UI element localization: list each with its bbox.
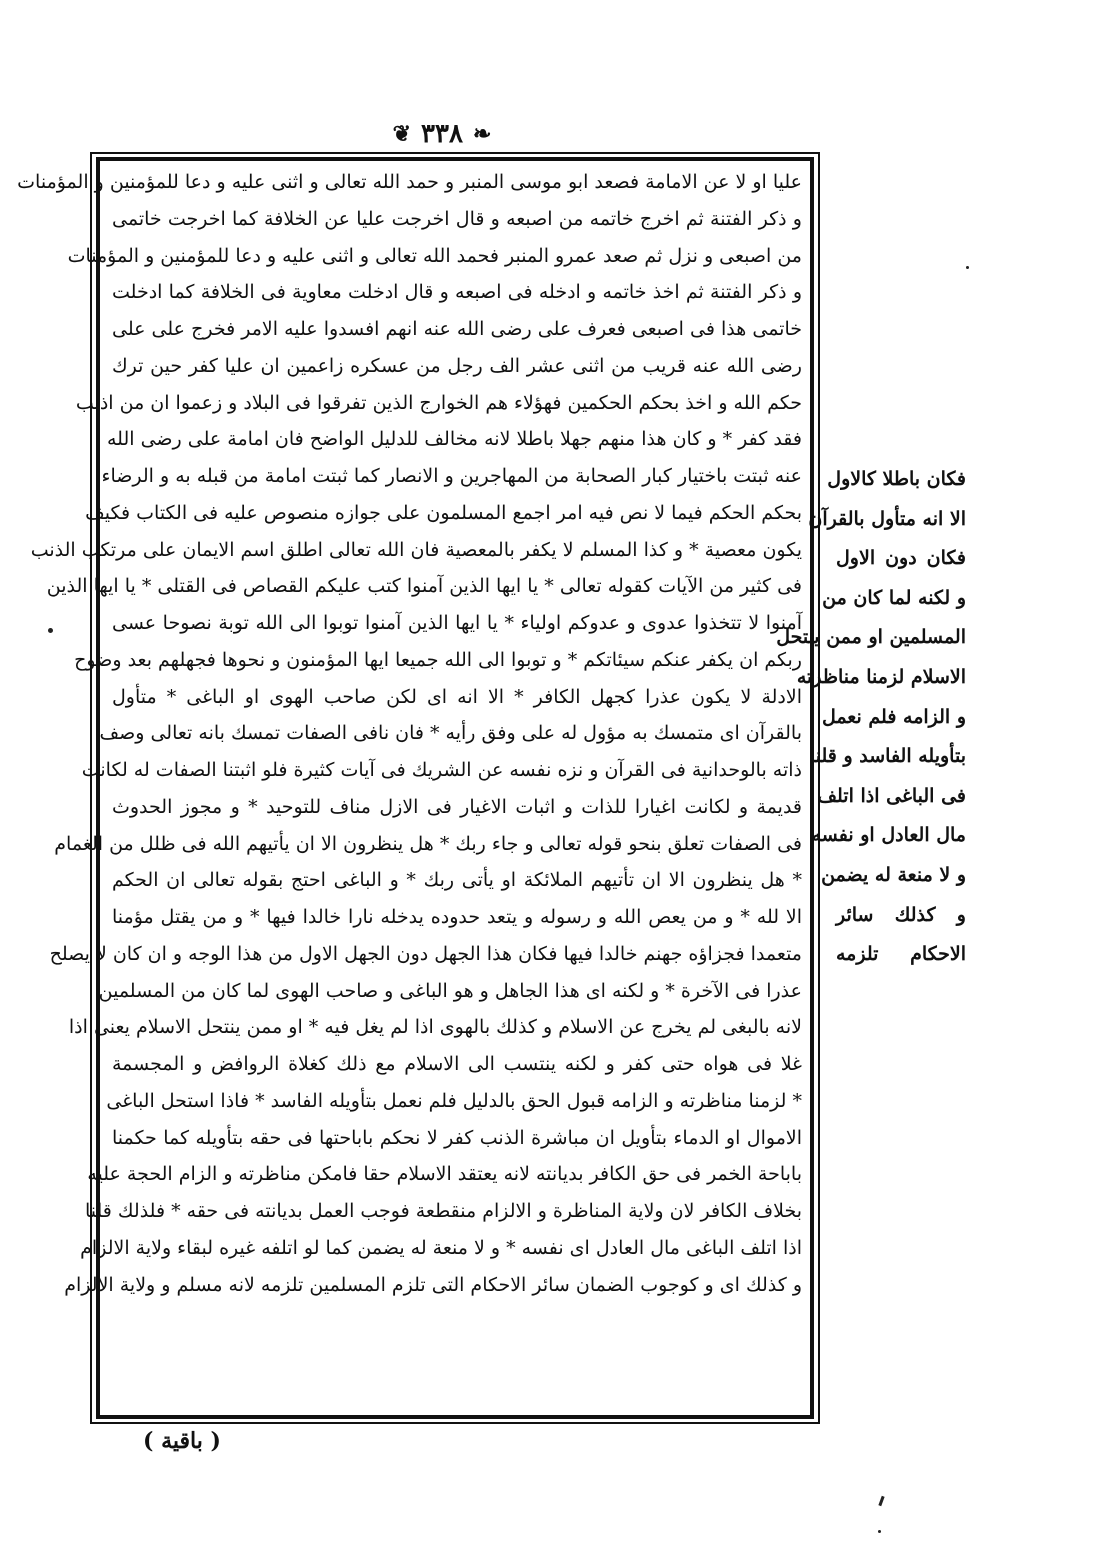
text-line: لانه بالبغى لم يخرج عن الاسلام و كذلك بالهوى اذا لم يغل فيه * او ممن ينتحل الاسلام يعنى اذا	[68, 1016, 802, 1039]
text-line: حكم الله و اخذ بحكم الحكمين فهؤلاء هم الخوارج الذين تفرقوا فى البلاد و زعموا ان من اذنب	[75, 391, 802, 414]
margin-note-line: و الزامه فلم نعمل	[821, 705, 966, 728]
margin-note-line: بتأويله الفاسد و قلنا	[809, 745, 966, 768]
catchword: ( باقية )	[143, 1428, 221, 1454]
text-line: الادلة لا يكون عذرا كجهل الكافر * الا انه اى لكن صاحب الهوى او الباغى * متأول	[112, 685, 802, 708]
margin-note-line: فى الباغى اذا اتلف	[817, 784, 966, 807]
page-number	[382, 116, 502, 152]
main-text-block	[17, 164, 802, 1414]
margin-note-line: و لكنه لما كان من	[822, 586, 966, 609]
margin-note-line: مال العادل او نفسه	[811, 824, 966, 847]
text-line: اذا اتلف الباغى مال العادل اى نفسه * و لا منعة له يضمن كما لو اتلفه غيره لبقاء ولاية الالزام	[80, 1236, 802, 1259]
text-line: * هل ينظرون الا ان تأتيهم الملائكة او يأتى ربك * و الباغى احتج بقوله تعالى ان الحكم	[112, 869, 802, 892]
text-line: من اصبعى و نزل ثم صعد عمرو المنبر فحمد الله تعالى و اثنى عليه و دعا للمؤمنين و المؤمنات	[67, 244, 802, 267]
margin-note-line: الاسلام لزمنا مناظرته	[796, 665, 966, 688]
text-line: الا لله * و من يعص الله و رسوله و يتعد حدوده يدخله نارا خالدا فيها * و من يقتل مؤمنا	[112, 906, 802, 928]
text-line: يكون معصية * و كذا المسلم لا يكفر بالمعصية فان الله تعالى اطلق اسم الايمان على مرتكب الذنب	[30, 538, 802, 561]
margin-note-line: المسلمين او ممن ينتحل	[776, 626, 966, 649]
margin-note-line: فكان دون الاول	[836, 547, 966, 570]
margin-note	[776, 460, 966, 975]
margin-note-line: و كذلك سائر	[836, 903, 966, 926]
ink-speck	[878, 1530, 881, 1533]
ink-speck	[966, 266, 969, 269]
ornament-right-icon: ❧	[472, 121, 492, 147]
margin-note-line: و لا منعة له يضمن	[821, 863, 966, 886]
text-line: غلا فى هواه حتى كفر و لكنه ينتسب الى الاسلام مع ذلك كغلاة الروافض و المجسمة	[112, 1053, 802, 1075]
ornament-left-icon: ❦	[392, 121, 412, 147]
text-line: و كذلك اى و كوجوب الضمان سائر الاحكام التى تلزم المسلمين تلزمه لانه مسلم و ولاية الالزام	[64, 1273, 802, 1296]
ink-speck	[48, 628, 53, 633]
text-line: و ذكر الفتنة ثم اخرج خاتمه من اصبعه و قال اخرجت عليا عن الخلافة كما اخرجت خاتمى	[112, 207, 802, 230]
text-line: ربكم ان يكفر عنكم سيئاتكم * و توبوا الى الله جميعا ايها المؤمنون و نحوها فجهلهم بعد وضوح	[74, 648, 802, 671]
page-number-text: ۳۳۸	[421, 119, 463, 149]
text-line: عنه ثبتت باختيار كبار الصحابة من المهاجرين و الانصار كما ثبتت امامة من قبله به و الرضاء	[101, 465, 802, 487]
text-line: و ذكر الفتنة ثم اخذ خاتمه و ادخله فى اصبعه و قال ادخلت معاوية فى الخلافة كما ادخلت	[112, 281, 802, 304]
ink-mark	[878, 1496, 884, 1506]
text-line: ذاته بالوحدانية فى القرآن و نزه نفسه عن الشريك فى آيات كثيرة فلو اثبتنا الصفات له لكانت	[81, 759, 802, 781]
text-line: قديمة و لكانت اغيارا للذات و اثبات الاغيار فى الازل مناف للتوحيد * و مجوز الحدوث	[112, 795, 802, 818]
text-line: خاتمى هذا فى اصبعى فعرف على رضى الله عنه انهم افسدوا عليه الامر فخرج على على	[112, 318, 802, 340]
text-line: متعمدا فجزاؤه جهنم خالدا فيها فكان هذا الجهل دون الجهل الاول من هذا الوجه و ان كان لا يصلح	[49, 942, 802, 965]
margin-note-line: فكان باطلا كالاول	[827, 468, 966, 490]
text-line: بخلاف الكافر لان ولاية المناظرة و الالزام منقطعة فوجب العمل بديانته فى حقه * فلذلك قلنا	[84, 1200, 802, 1222]
text-line: عليا او لا عن الامامة فصعد ابو موسى المنبر و حمد الله تعالى و اثنى عليه و دعا للمؤمنين و المؤمنات	[17, 171, 802, 193]
text-line: باباحة الخمر فى حق الكافر بديانته لانه يعتقد الاسلام حقا فامكن مناظرته و الزام الحجة عليه	[87, 1163, 802, 1186]
text-line: بالقرآن اى متمسك به مؤول له على وفق رأيه * فان نافى الصفات تمسك بانه تعالى وصف	[99, 722, 802, 745]
text-line: بحكم الحكم فيما لا نص فيه امر اجمع المسلمون على جوازه منصوص عليه فى الكتاب فكيف	[85, 501, 802, 524]
text-line: عذرا فى الآخرة * و لكنه اى هذا الجاهل و هو الباغى و صاحب الهوى لما كان من المسلمين	[98, 979, 802, 1002]
margin-note-line: الاحكام تلزمه	[836, 943, 966, 966]
text-line: فى كثير من الآيات كقوله تعالى * يا ايها الذين آمنوا كتب عليكم القصاص فى القتلى * يا ايها الذين	[46, 575, 802, 598]
text-line: فى الصفات تعلق بنحو قوله تعالى و جاء ربك * هل ينظرون الا ان يأتيهم الله فى ظلل من الغمام	[54, 832, 802, 855]
text-line: آمنوا لا تتخذوا عدوى و عدوكم اولياء * يا ايها الذين آمنوا توبوا الى الله توبة نصوحا عسى	[112, 612, 802, 634]
text-line: رضى الله عنه قريب من اثنى عشر الف رجل من عسكره زاعمين ان عليا كفر حين ترك	[112, 354, 802, 377]
text-line: فقد كفر * و كان هذا منهم جهلا باطلا لانه مخالف للدليل الواضح فان امامة على رضى الله	[106, 428, 802, 451]
margin-note-line: الا انه متأول بالقرآن	[808, 507, 966, 530]
text-line: * لزمنا مناظرته و الزامه قبول الحق بالدليل فلم نعمل بتأويله الفاسد * فاذا استحل الباغى	[106, 1089, 802, 1112]
text-line: الاموال او الدماء بتأويل ان مباشرة الذنب كفر لا نحكم باباحتها فى حقه بتأويله كما حكمنا	[112, 1126, 802, 1149]
